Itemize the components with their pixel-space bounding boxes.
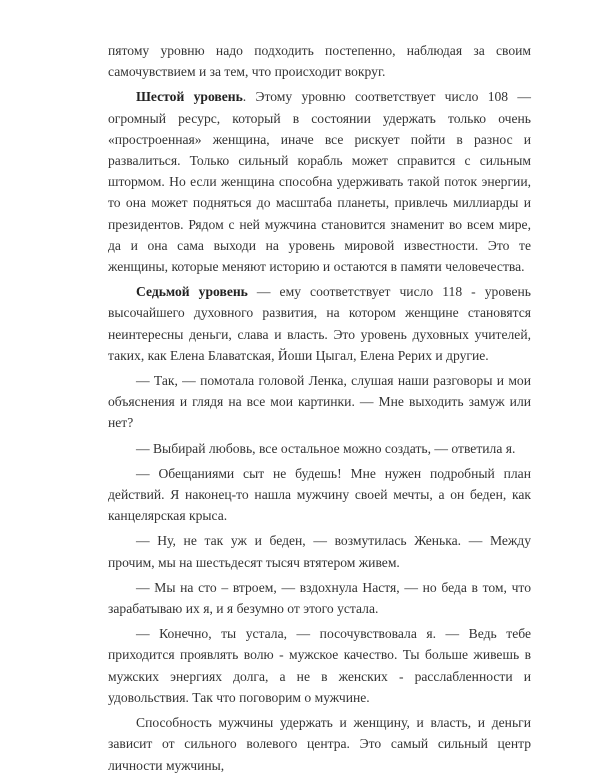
paragraph-closing [108,712,531,776]
paragraph-text: — Конечно, ты устала, — посочувствовала я. — Ведь тебе приходится проявлять волю - мужское качество. Ты больше живешь в мужских энергиях долга, а не в женских - расслабленности и удовольствия. Так что поговорим о мужчине. [108,626,531,705]
dialogue-paragraph [108,530,531,572]
dialogue-paragraph [108,463,531,527]
level-six-heading: Шестой уровень [136,89,243,105]
document-body [108,40,531,776]
level-seven-heading: Седьмой уровень [136,284,248,300]
dialogue-paragraph [108,370,531,434]
paragraph-text: — Мы на сто – втроем, — вздохнула Настя, — но беда в том, что зарабатываю их я, и я безумно от этого устала. [108,579,531,617]
dialogue-paragraph [108,577,531,619]
paragraph-text: — Так, — помотала головой Ленка, слушая наши разговоры и мои объяснения и глядя на все мои картинки. — Мне выходить замуж или нет? [108,373,531,431]
paragraph-text: — Выбирай любовь, все остальное можно создать, — ответила я. [136,440,516,456]
paragraph-level-seven [108,281,531,366]
paragraph-level-six [108,86,531,277]
paragraph-text: — Обещаниями сыт не будешь! Мне нужен подробный план действий. Я наконец-то нашла мужчину своей мечты, а он беден, как канцелярская крыса. [108,465,531,524]
paragraph-text: — ему соответствует число 118 - уровень высочайшего духовного развития, на котором женщине становятся неинтересны деньги, слава и власть. Это уровень духовных учителей, таких, как Елена Блаватская, Йоши Цыгал, Елена Рерих и другие. [108,284,531,363]
dialogue-paragraph [108,623,531,708]
paragraph-text: Способность мужчины удержать и женщину, и власть, и деньги зависит от сильного волевого центра. Это самый сильный центр личности мужчины, [108,715,531,773]
paragraph-continuation [108,40,531,82]
dialogue-paragraph [108,438,531,459]
paragraph-text: — Ну, не так уж и беден, — возмутилась Женька. — Между прочим, мы на шестьдесят тысяч втятером живем. [108,533,531,570]
paragraph-text: . Этому уровню соответствует число 108 — огромный ресурс, который в состоянии удержать только очень «простроенная» женщина, иначе все рискует пойти в разнос и развалиться. Только сильный корабль может справится с сильным штормом. Но если женщина способна удерживать такой поток энергии, то она может подняться до масштаба планеты, привлечь миллиарды и президентов. Рядом с ней мужчина становится знаменит во всем мире, да и она сама выходи на уровень мировой известности. Это те женщины, которые меняют историю и остаются в памяти человечества. [108,89,531,275]
paragraph-text: пятому уровню надо подходить постепенно, наблюдая за своим самочувствием и за тем, что происходит вокруг. [108,43,531,80]
